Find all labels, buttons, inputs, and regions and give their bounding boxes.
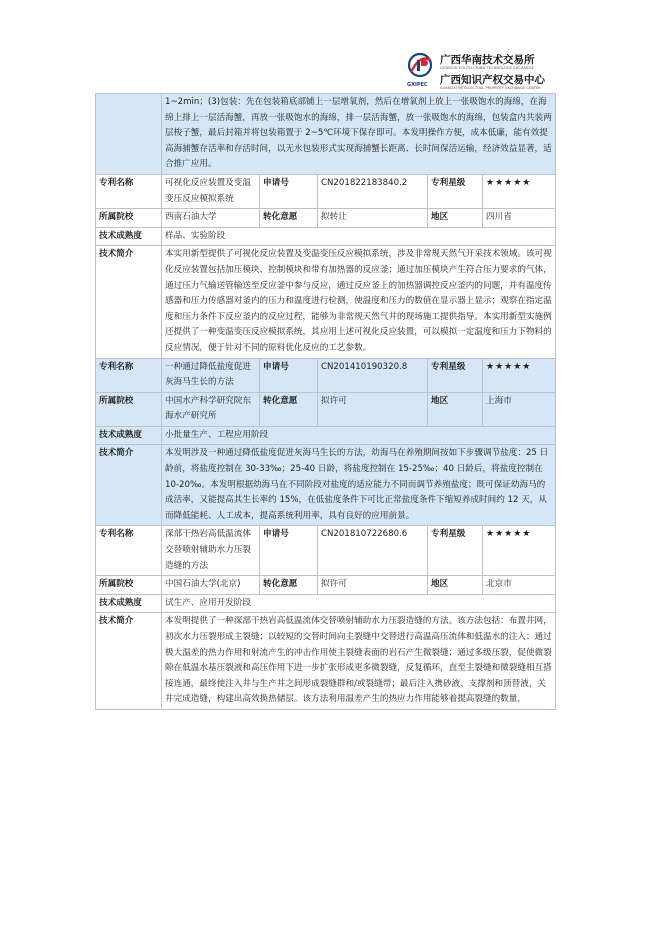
patent-1-institution-row [96,209,556,228]
institution-label: 所属院校 [96,392,162,426]
org-name-secondary-en: GUANGXI INTELLECTUAL PROPERTY EXCHANGE CENTER [440,86,541,90]
star-label: 专利星级 [428,174,483,208]
patent-1-maturity-row [96,227,556,246]
patent-3-header-row [96,526,556,576]
patent-3-maturity-row [96,594,556,613]
region-label: 地区 [428,576,483,595]
region: 上海市 [483,392,556,426]
continuation-text: 1~2min；(3)包装：先在包装箱底部铺上一层增氧剂，然后在增氧剂上放上一张吸饱水的海绵，在海绵上排上一层活海蟹，再放一张吸饱水的海绵，排一层活海蟹，放一张吸饱水的海绵，包装盒内共装两层梭子蟹，最后封箱并将包装箱置于 2~5℃环境下保存即可。本发明操作方便，成本低廉，能有效提高海捕蟹存活率和存活时间，以无水包装形式实现海捕蟹长距离、长时间保活运输，经济效益显著，适合推广应用。 [162,94,556,175]
maturity-label: 技术成熟度 [96,426,162,445]
transfer-label: 转化意愿 [260,576,318,595]
org-name-primary: 广西华南技术交易所 [440,54,535,66]
summary-label: 技术简介 [96,445,162,526]
institution: 中国石油大学(北京) [162,576,260,595]
maturity: 试生产、应用开发阶段 [162,594,556,613]
page-header [405,52,565,92]
star-rating: ★★★★★ [483,526,556,576]
summary: 本发明涉及一种通过降低盐度促进灰海马生长的方法，幼海马在养殖期间按如下步骤调节盐度：25 日龄前，将盐度控制在 30-33‰；25-40 日龄，将盐度控制在 15-25‰；40 日龄后，将盐度控制在 10-20‰。本发明根据幼海马在不同阶段对盐度的适应能力不同而调节养殖盐度；既可保证幼海马的成活率，又能提高其生长率约 15%，在低盐度条件下可比正常盐度条件下缩短养成时间约 12 天，从而降低能耗、人工成本，提高系统利用率，具有良好的应用前景。 [162,445,556,526]
summary: 本实用新型提供了可视化反应装置及变温变压反应模拟系统，涉及非常规天然气开采技术领域。该可视化反应装置包括加压模块、控制模块和带有加热器的反应釜；通过加压模块产生符合压力要求的气体，通过压力气输送管输送至反应釜中参与反应，通过反应釜上的加热器调控反应釜内的问题，并有温度传感器和压力传感器对釜内的压力和温度进行检测，使温度和压力的数值在显示器上显示；观察在指定温度和压力条件下反应釜内的反应过程，能够为非常规天然气井的现场施工提供指导。本实用新型实施例还提供了一种变温变压反应模拟系统，其应用上述可视化反应装置，可以模拟一定温度和压力下物料的反应情况，便于针对不同的原料优化反应的工艺参数。 [162,246,556,358]
region: 北京市 [483,576,556,595]
star-rating: ★★★★★ [483,174,556,208]
transfer-label: 转化意愿 [260,209,318,228]
app-no: CN201410190320.8 [318,358,428,392]
institution: 西南石油大学 [162,209,260,228]
summary-label: 技术简介 [96,613,162,710]
patent-1-header-row [96,174,556,208]
continuation-row [96,94,556,175]
institution-label: 所属院校 [96,576,162,595]
summary-label: 技术简介 [96,246,162,358]
institution: 中国水产科学研究院东海水产研究所 [162,392,260,426]
patent-3-institution-row [96,576,556,595]
star-label: 专利星级 [428,526,483,576]
region-label: 地区 [428,392,483,426]
patent-2-institution-row [96,392,556,426]
maturity: 小批量生产、工程应用阶段 [162,426,556,445]
patent-name-label: 专利名称 [96,174,162,208]
app-no: CN201810722680.6 [318,526,428,576]
summary: 本发明提供了一种深部干热岩高低温流体交替喷射辅助水力压裂造缝的方法。该方法包括：布置井网，初次水力压裂形成主裂缝；以较短的交替时间向主裂缝中交替进行高温高压流体和低温水的注入；通过极大温差的热力作用和射流产生的冲击作用使主裂缝表面的岩石产生微裂缝；通过多级压裂，促使微裂隙在低温水基压裂液和高压作用下进一步扩张形成更多微裂缝，反复循环，直至主裂缝和微裂缝相互搭接连通，最终使注入井与生产井之间形成裂缝群和/或裂缝带；最后注入携砂液、支撑剂和顶替液，关井完成造缝，构建出高效换热储层。该方法利用温差产生的热应力作用能够着提高裂缝的数量， [162,613,556,710]
region-label: 地区 [428,209,483,228]
patent-1-summary-row [96,246,556,358]
app-no: CN201822183840.2 [318,174,428,208]
maturity: 样品、实验阶段 [162,227,556,246]
star-label: 专利星级 [428,358,483,392]
app-no-label: 申请号 [260,526,318,576]
maturity-label: 技术成熟度 [96,227,162,246]
transfer: 拟许可 [318,392,428,426]
patent-2-header-row [96,358,556,392]
patent-name-label: 专利名称 [96,526,162,576]
maturity-label: 技术成熟度 [96,594,162,613]
institution-label: 所属院校 [96,209,162,228]
org-name-secondary: 广西知识产权交易中心 [440,74,545,86]
patent-3-summary-row [96,613,556,710]
logo-text: GXIPEC [407,82,428,88]
region: 四川省 [483,209,556,228]
patent-name: 一种通过降低盐度促进灰海马生长的方法 [162,358,260,392]
patent-name: 可视化反应装置及变温变压反应模拟系统 [162,174,260,208]
patent-name-label: 专利名称 [96,358,162,392]
app-no-label: 申请号 [260,174,318,208]
patent-2-maturity-row [96,426,556,445]
app-no-label: 申请号 [260,358,318,392]
star-rating: ★★★★★ [483,358,556,392]
transfer: 拟许可 [318,576,428,595]
patent-name: 深部干热岩高低温流体交替喷射辅助水力压裂造缝的方法 [162,526,260,576]
org-name-primary-en: GUANGXI SOUTH CHINA TECHNOLOGY EXCHANGE [440,66,534,70]
patent-table [95,93,556,710]
transfer: 拟转让 [318,209,428,228]
patent-2-summary-row [96,445,556,526]
transfer-label: 转化意愿 [260,392,318,426]
